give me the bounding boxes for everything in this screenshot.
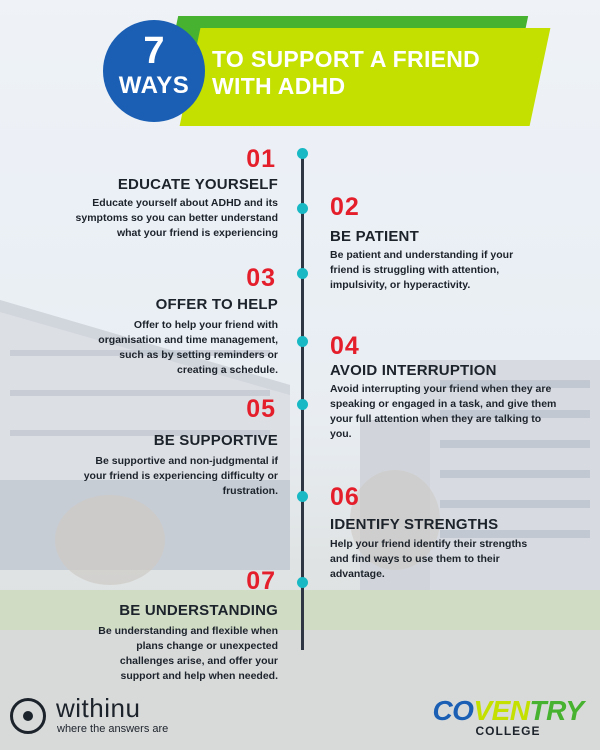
timeline-dot (297, 399, 308, 410)
college-name-part: VEN (473, 695, 530, 726)
timeline-dot (297, 203, 308, 214)
step-number: 03 (246, 264, 276, 292)
step-number: 05 (246, 395, 276, 423)
college-name (428, 696, 588, 726)
timeline-dot (297, 268, 308, 279)
step-description: Educate yourself about ADHD and its symptoms so you can better understand what your friend is experiencing (75, 197, 278, 239)
step-number: 02 (330, 193, 360, 221)
ways-badge (103, 20, 205, 122)
step-title: BE PATIENT (330, 228, 419, 245)
step-description: Offer to help your friend with organisation and time management, such as by setting reminders or creating a schedule. (98, 319, 278, 376)
timeline-dot (297, 148, 308, 159)
step-number: 01 (246, 145, 276, 173)
step-title: EDUCATE YOURSELF (117, 176, 278, 193)
brand-tagline: where the answers are (57, 723, 169, 735)
college-name-part: TRY (529, 695, 584, 726)
brand-name: withinu (56, 693, 141, 723)
header-title: TO SUPPORT A FRIEND WITH ADHD (212, 46, 481, 99)
step-description: Be supportive and non-judgmental if your friend is experiencing difficulty or frustration. (83, 455, 278, 497)
step-title: OFFER TO HELP (155, 296, 278, 313)
timeline-dot (297, 491, 308, 502)
step-title: BE SUPPORTIVE (153, 432, 278, 449)
step-title: IDENTIFY STRENGTHS (330, 516, 499, 533)
badge-word: WAYS (118, 72, 190, 99)
step-description: Be understanding and flexible when plans change or unexpected challenges arise, and offer your support and help when needed. (98, 625, 278, 682)
badge-number: 7 (143, 30, 165, 72)
timeline-dot (297, 577, 308, 588)
coventry-college-logo (428, 696, 588, 738)
step-description: Help your friend identify their strengths and find ways to use them to their advantage. (330, 538, 528, 580)
step-description: Be patient and understanding if your friend is struggling with attention, impulsivity, or hyperactivity. (330, 249, 514, 291)
timeline-dot (297, 336, 308, 347)
step-number: 04 (330, 332, 360, 360)
step-number: 07 (246, 567, 276, 595)
withinu-dot-icon (23, 711, 33, 721)
step-title: AVOID INTERRUPTION (330, 362, 497, 379)
step-number: 06 (330, 483, 360, 511)
college-subtitle: COLLEGE (475, 724, 541, 738)
step-title: BE UNDERSTANDING (119, 602, 278, 619)
college-name-part: CO (432, 695, 474, 726)
step-description: Avoid interrupting your friend when they are speaking or engaged in a task, and give them your full attention when they are talking to you. (330, 383, 557, 440)
